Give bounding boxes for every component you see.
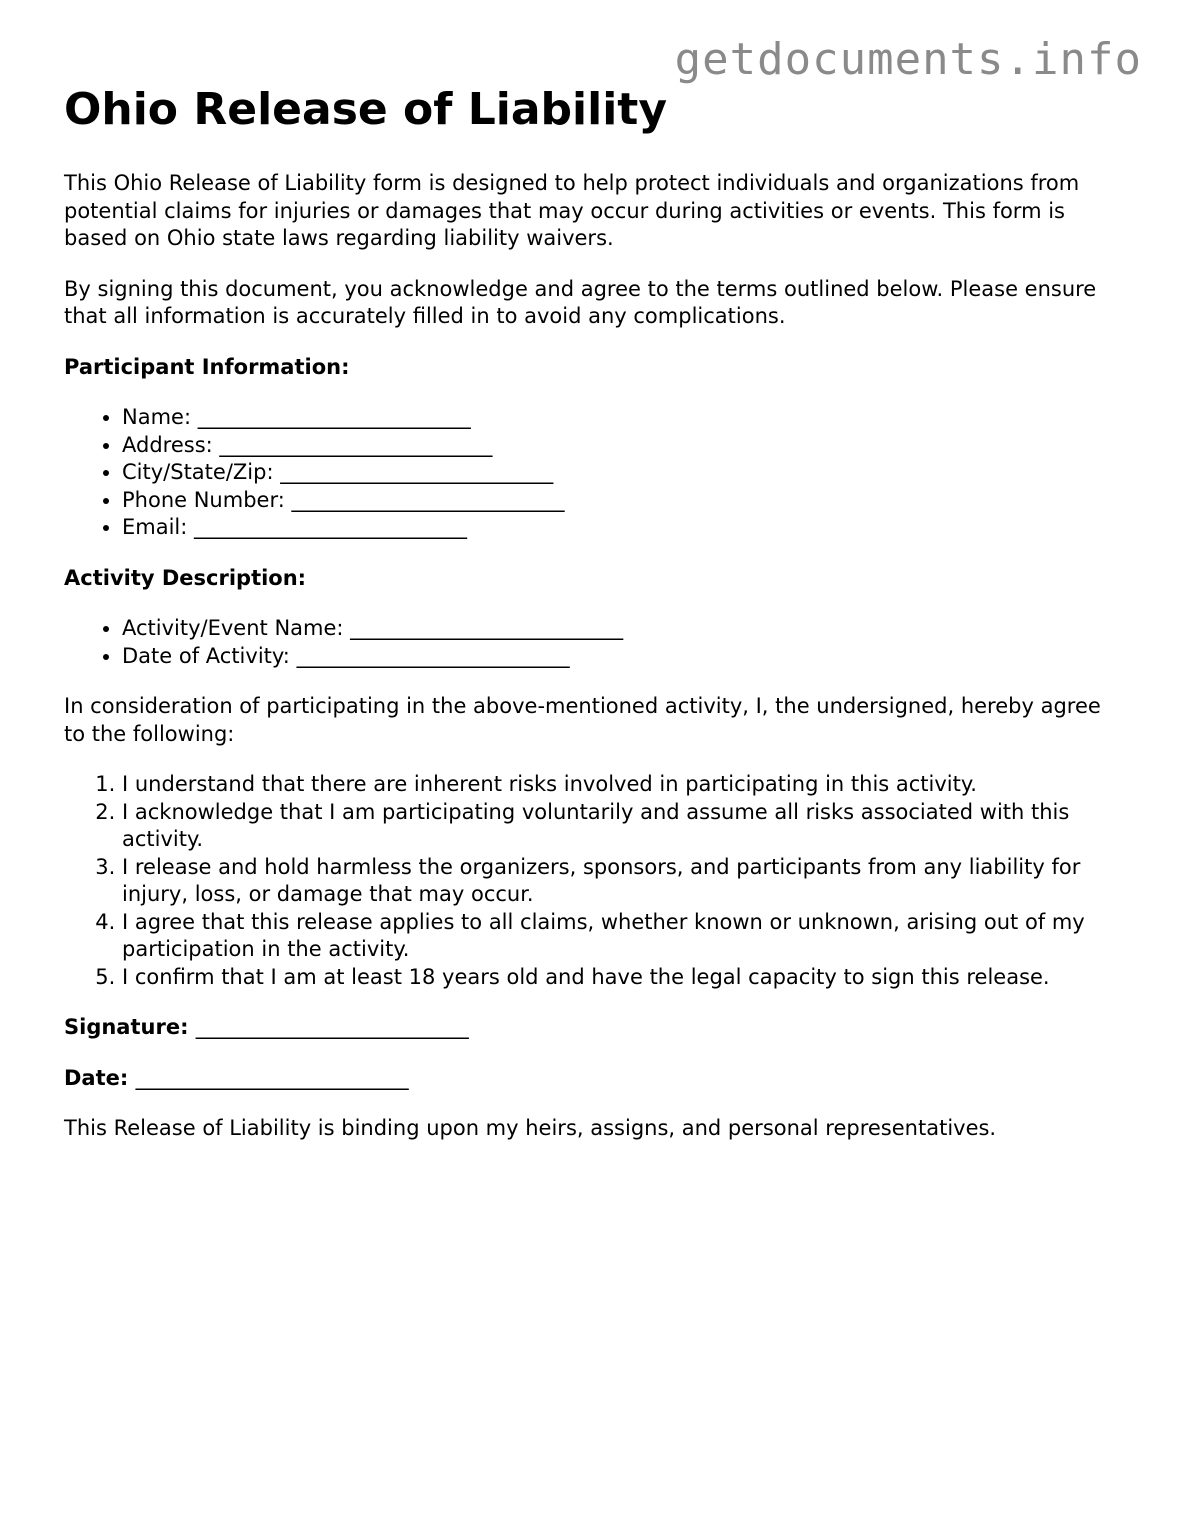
field-blank[interactable]: __________________________: [197, 405, 471, 429]
field-label: Email:: [122, 515, 188, 539]
document-page: [64, 82, 1124, 1143]
signature-label: Signature:: [64, 1015, 189, 1039]
term-item: 4. I agree that this release applies to all claims, whether known or unknown, arising out of my participation in the activity.: [122, 909, 1124, 964]
intro-paragraph-1: This Ohio Release of Liability form is designed to help protect individuals and organizations from potential claims for injuries or damages that may occur during activities or events. This form is based on Ohio state laws regarding liability waivers.: [64, 171, 1080, 250]
participant-field-city-state-zip[interactable]: [122, 459, 1124, 487]
participant-fields-list: [64, 404, 1124, 542]
term-item: 3. I release and hold harmless the organizers, sponsors, and participants from any liability for injury, loss, or damage that may occur.: [122, 854, 1124, 909]
field-blank[interactable]: __________________________: [350, 616, 624, 640]
field-blank[interactable]: __________________________: [280, 460, 554, 484]
field-label: Activity/Event Name:: [122, 616, 344, 640]
signature-blank[interactable]: __________________________: [195, 1015, 469, 1039]
field-label: Date of Activity:: [122, 643, 290, 668]
participant-field-name[interactable]: [122, 404, 1124, 432]
field-blank[interactable]: __________________________: [296, 643, 570, 668]
signature-line[interactable]: [64, 1014, 1124, 1042]
watermark: getdocuments.info: [674, 34, 1142, 85]
participant-heading: Participant Information:: [64, 354, 350, 379]
activity-heading: Activity Description:: [64, 565, 307, 590]
intro-paragraph-2: By signing this document, you acknowledge and agree to the terms outlined below. Please ensure that all information is accurately filled in to avoid any complications.: [64, 276, 1097, 328]
participant-field-address[interactable]: [122, 432, 1124, 460]
date-blank[interactable]: __________________________: [135, 1065, 409, 1090]
field-label: Phone Number:: [122, 487, 285, 512]
participant-field-phone[interactable]: [122, 487, 1124, 515]
participant-field-email[interactable]: [122, 514, 1124, 542]
closing-paragraph: This Release of Liability is binding upon my heirs, assigns, and personal representatives.: [64, 1116, 997, 1140]
field-blank[interactable]: __________________________: [194, 515, 468, 539]
field-blank[interactable]: __________________________: [219, 432, 493, 457]
terms-list: [64, 771, 1124, 991]
term-item: 2. I acknowledge that I am participating voluntarily and assume all risks associated with this activity.: [122, 799, 1124, 854]
term-item: 1. I understand that there are inherent risks involved in participating in this activity.: [122, 771, 1124, 799]
activity-field-event-name[interactable]: [122, 615, 1124, 643]
date-line[interactable]: [64, 1065, 1124, 1093]
field-label: City/State/Zip:: [122, 460, 274, 484]
activity-fields-list: [64, 615, 1124, 670]
field-label: Address:: [122, 432, 213, 457]
page-title: Ohio Release of Liability: [64, 84, 668, 135]
activity-field-date[interactable]: [122, 643, 1124, 671]
consideration-paragraph: In consideration of participating in the above-mentioned activity, I, the undersigned, hereby agree to the following:: [64, 694, 1101, 746]
term-item: 5. I confirm that I am at least 18 years old and have the legal capacity to sign this release.: [122, 964, 1124, 992]
field-blank[interactable]: __________________________: [291, 487, 565, 512]
date-label: Date:: [64, 1065, 129, 1090]
field-label: Name:: [122, 405, 192, 429]
